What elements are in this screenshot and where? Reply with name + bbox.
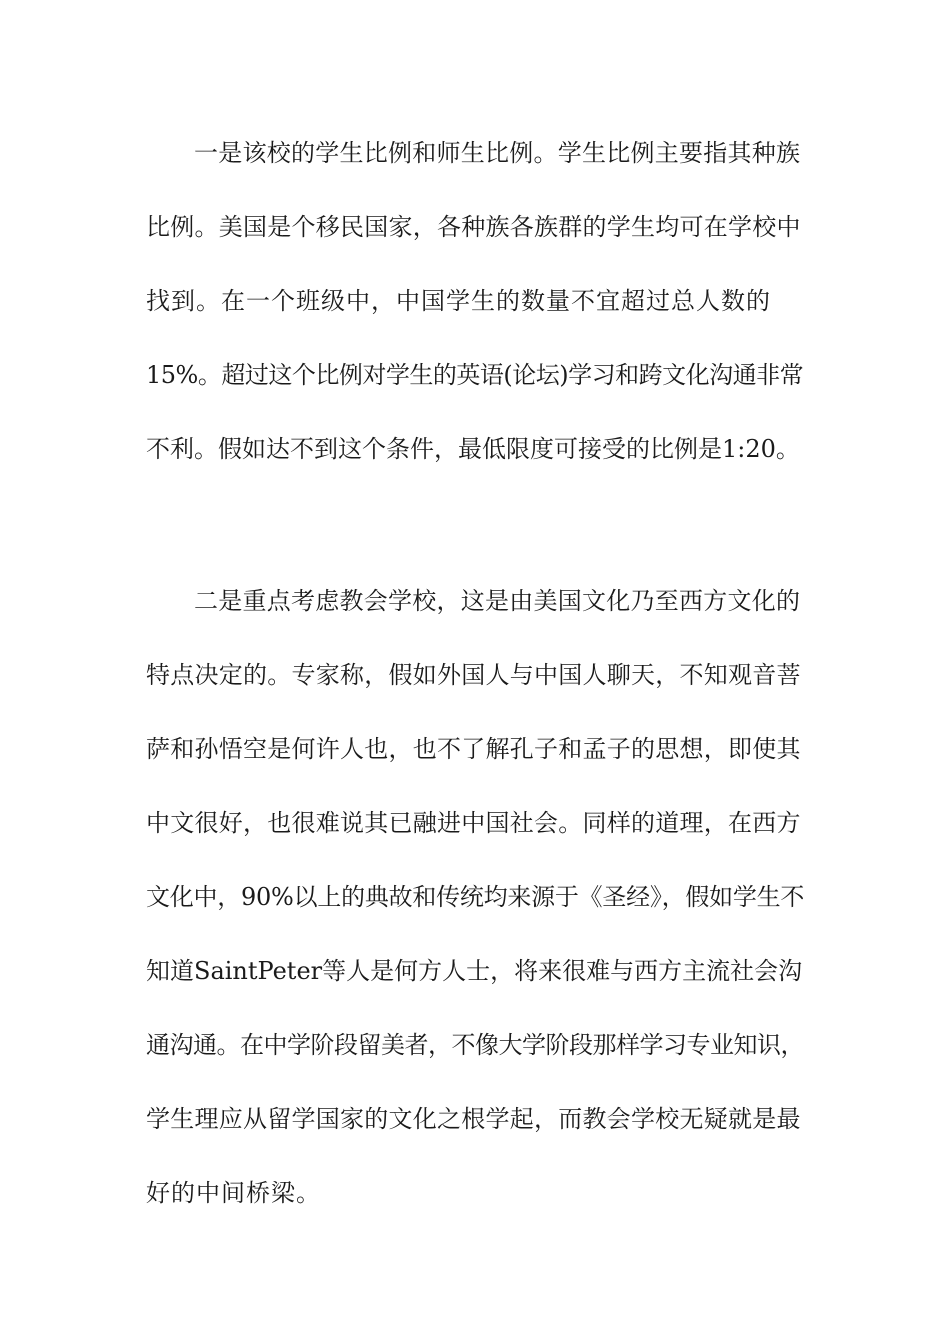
paragraph-2	[146, 564, 806, 1230]
paragraph-line: 文化中，90%以上的典故和传统均来源于《圣经》，假如学生不	[146, 883, 805, 911]
paragraph-line: 比例。美国是个移民国家，各种族各族群的学生均可在学校中	[146, 213, 801, 241]
paragraph-line: 15%。超过这个比例对学生的英语(论坛)学习和跨文化沟通非常	[146, 361, 804, 389]
paragraph-line: 中文很好，也很难说其已融进中国社会。同样的道理，在西方	[146, 809, 801, 837]
paragraph-line: 知道SaintPeter等人是何方人士，将来很难与西方主流社会沟	[146, 957, 803, 985]
paragraph-line: 特点决定的。专家称，假如外国人与中国人聊天，不知观音菩	[146, 661, 801, 689]
paragraph-line: 好的中间桥梁。	[146, 1179, 321, 1207]
paragraph-line: 找到。在一个班级中，中国学生的数量不宜超过总人数的	[146, 287, 771, 315]
paragraph-line: 学生理应从留学国家的文化之根学起，而教会学校无疑就是最	[146, 1105, 801, 1133]
paragraph-1	[146, 116, 806, 486]
paragraph-line: 一是该校的学生比例和师生比例。学生比例主要指其种族	[194, 139, 801, 167]
paragraph-line: 通沟通。在中学阶段留美者，不像大学阶段那样学习专业知识，	[146, 1031, 804, 1059]
paragraph-line: 萨和孙悟空是何许人也，也不了解孔子和孟子的思想，即使其	[146, 735, 801, 763]
paragraph-line: 不利。假如达不到这个条件，最低限度可接受的比例是1:20。	[146, 435, 800, 463]
paragraph-line: 二是重点考虑教会学校，这是由美国文化乃至西方文化的	[194, 587, 801, 615]
